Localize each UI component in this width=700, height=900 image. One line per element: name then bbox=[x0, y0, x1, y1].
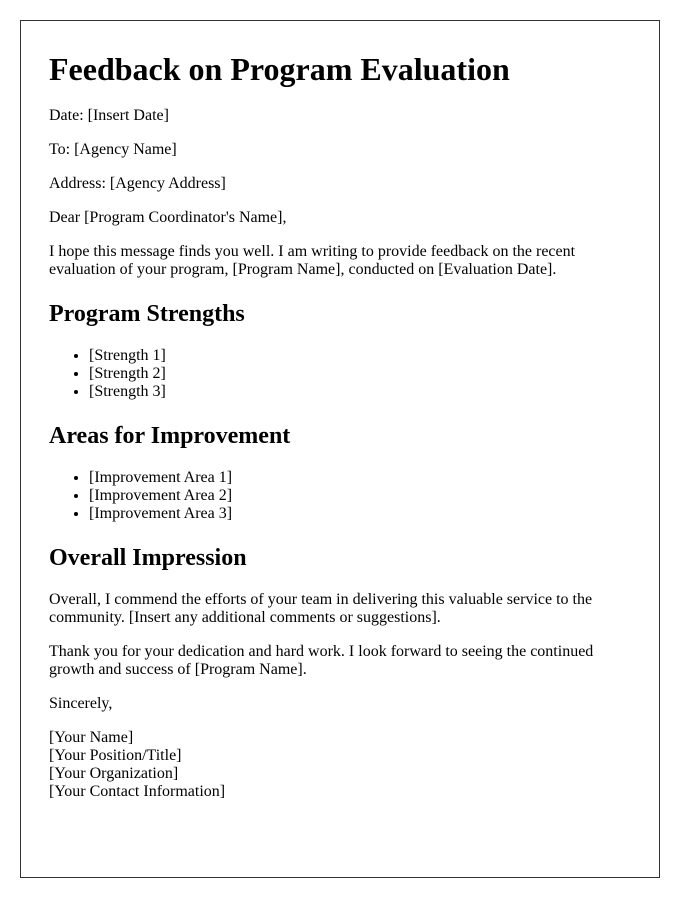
intro-paragraph: I hope this message finds you well. I am writing to provide feedback on the recent evaluation of your program, [Program Name], conducted on [Evaluation Date]. bbox=[49, 243, 576, 278]
list-item: • [Improvement Area 3] bbox=[89, 505, 631, 523]
address-line: Address: [Agency Address] bbox=[49, 175, 226, 192]
signature-contact: [Your Contact Information] bbox=[49, 783, 226, 800]
strengths-heading: Program Strengths bbox=[49, 301, 245, 327]
list-item: • [Strength 2] bbox=[89, 365, 631, 383]
improvements-heading: Areas for Improvement bbox=[49, 423, 291, 449]
list-item: • [Strength 3] bbox=[89, 383, 631, 401]
signature-position: [Your Position/Title] bbox=[49, 747, 182, 764]
improvements-list bbox=[49, 469, 631, 523]
signature-organization: [Your Organization] bbox=[49, 765, 179, 782]
overall-paragraph: Overall, I commend the efforts of your team in delivering this valuable service to the community. [Insert any additional comments or suggestions]. bbox=[49, 591, 593, 626]
recipient-line: To: [Agency Name] bbox=[49, 141, 177, 158]
signature-block bbox=[49, 729, 631, 801]
list-item: • [Improvement Area 1] bbox=[89, 469, 631, 487]
overall-heading: Overall Impression bbox=[49, 545, 247, 571]
strengths-list bbox=[49, 347, 631, 401]
thanks-paragraph: Thank you for your dedication and hard work. I look forward to seeing the continued growth and success of [Program Name]. bbox=[49, 643, 594, 678]
letter-title: Feedback on Program Evaluation bbox=[49, 51, 510, 87]
letter-document bbox=[20, 20, 660, 878]
closing: Sincerely, bbox=[49, 695, 113, 712]
list-item: • [Strength 1] bbox=[89, 347, 631, 365]
signature-name: [Your Name] bbox=[49, 729, 134, 746]
salutation: Dear [Program Coordinator's Name], bbox=[49, 209, 287, 226]
list-item: • [Improvement Area 2] bbox=[89, 487, 631, 505]
date-line: Date: [Insert Date] bbox=[49, 107, 169, 124]
